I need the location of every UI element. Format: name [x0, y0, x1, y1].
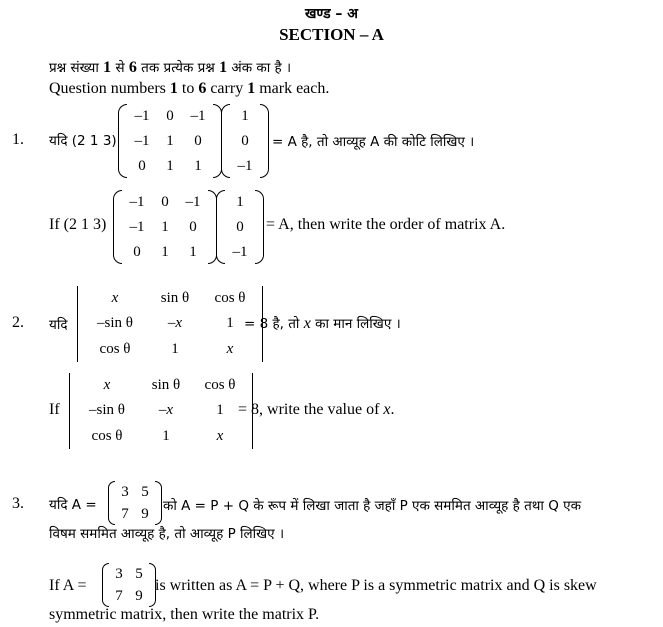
- question-3-number: 3.: [12, 495, 24, 512]
- question-2-english-prefix: If: [49, 401, 60, 418]
- question-3-hindi-line1: को A = P + Q के रूप में लिखा जाता है जहाँ P एक सममित आव्यूह है तथा Q एक: [163, 498, 581, 514]
- question-1-hindi-matrix: –1 0 –1 –1 1 0 0 1 1: [118, 104, 222, 178]
- question-1-english-suffix: = A, then write the order of matrix A.: [266, 216, 506, 233]
- question-1-english-prefix: If (2 1 3): [49, 216, 107, 233]
- question-2-english-determinant: x sin θ cos θ –sin θ –x 1 cos θ 1 x: [69, 373, 253, 449]
- question-2-english-suffix: = 8, write the value of x.: [238, 401, 395, 418]
- question-1-english-matrix: –1 0 –1 –1 1 0 0 1 1: [113, 190, 217, 264]
- right-paren: [255, 190, 264, 264]
- question-3-hindi-line2: विषम सममित आव्यूह है, तो आव्यूह P लिखिए ।: [49, 526, 285, 542]
- left-paren: [108, 481, 115, 525]
- question-2-number: 2.: [12, 314, 24, 331]
- question-3-english-line2: symmetric matrix, then write the matrix P.: [49, 606, 320, 623]
- question-1-hindi-prefix: यदि (2 1 3): [49, 133, 117, 149]
- question-2-hindi-prefix: यदि: [49, 317, 68, 333]
- question-1-number: 1.: [12, 131, 24, 148]
- section-title-hindi: खण्ड – अ: [304, 6, 359, 22]
- question-1-english-vector: 1 0 –1: [216, 190, 264, 264]
- question-3-hindi-matrix: 3 5 7 9: [108, 481, 162, 525]
- question-2-hindi-determinant: x sin θ cos θ –sin θ –x 1 cos θ 1 x: [77, 286, 263, 362]
- left-paren: [113, 190, 122, 264]
- question-1-hindi-vector: 1 0 –1: [221, 104, 269, 178]
- right-paren: [260, 104, 269, 178]
- question-1-hindi-suffix: = A है, तो आव्यूह A की कोटि लिखिए ।: [272, 134, 475, 150]
- instructions-english: Question numbers 1 to 6 carry 1 mark each.: [49, 80, 330, 97]
- left-paren: [221, 104, 230, 178]
- instructions-hindi: प्रश्न संख्या 1 से 6 तक प्रत्येक प्रश्न 1 अंक का है ।: [49, 59, 292, 76]
- section-title-english: SECTION – A: [279, 25, 384, 44]
- left-paren: [102, 563, 109, 607]
- right-paren: [155, 481, 162, 525]
- question-3-english-line1: is written as A = P + Q, where P is a symmetric matrix and Q is skew: [155, 577, 597, 594]
- question-3-hindi-prefix: यदि A =: [49, 497, 97, 513]
- left-paren: [216, 190, 225, 264]
- question-3-english-matrix: 3 5 7 9: [102, 563, 156, 607]
- question-3-english-prefix: If A =: [49, 577, 87, 594]
- question-2-hindi-suffix: = 8 है, तो x का मान लिखिए ।: [244, 315, 401, 332]
- left-paren: [118, 104, 127, 178]
